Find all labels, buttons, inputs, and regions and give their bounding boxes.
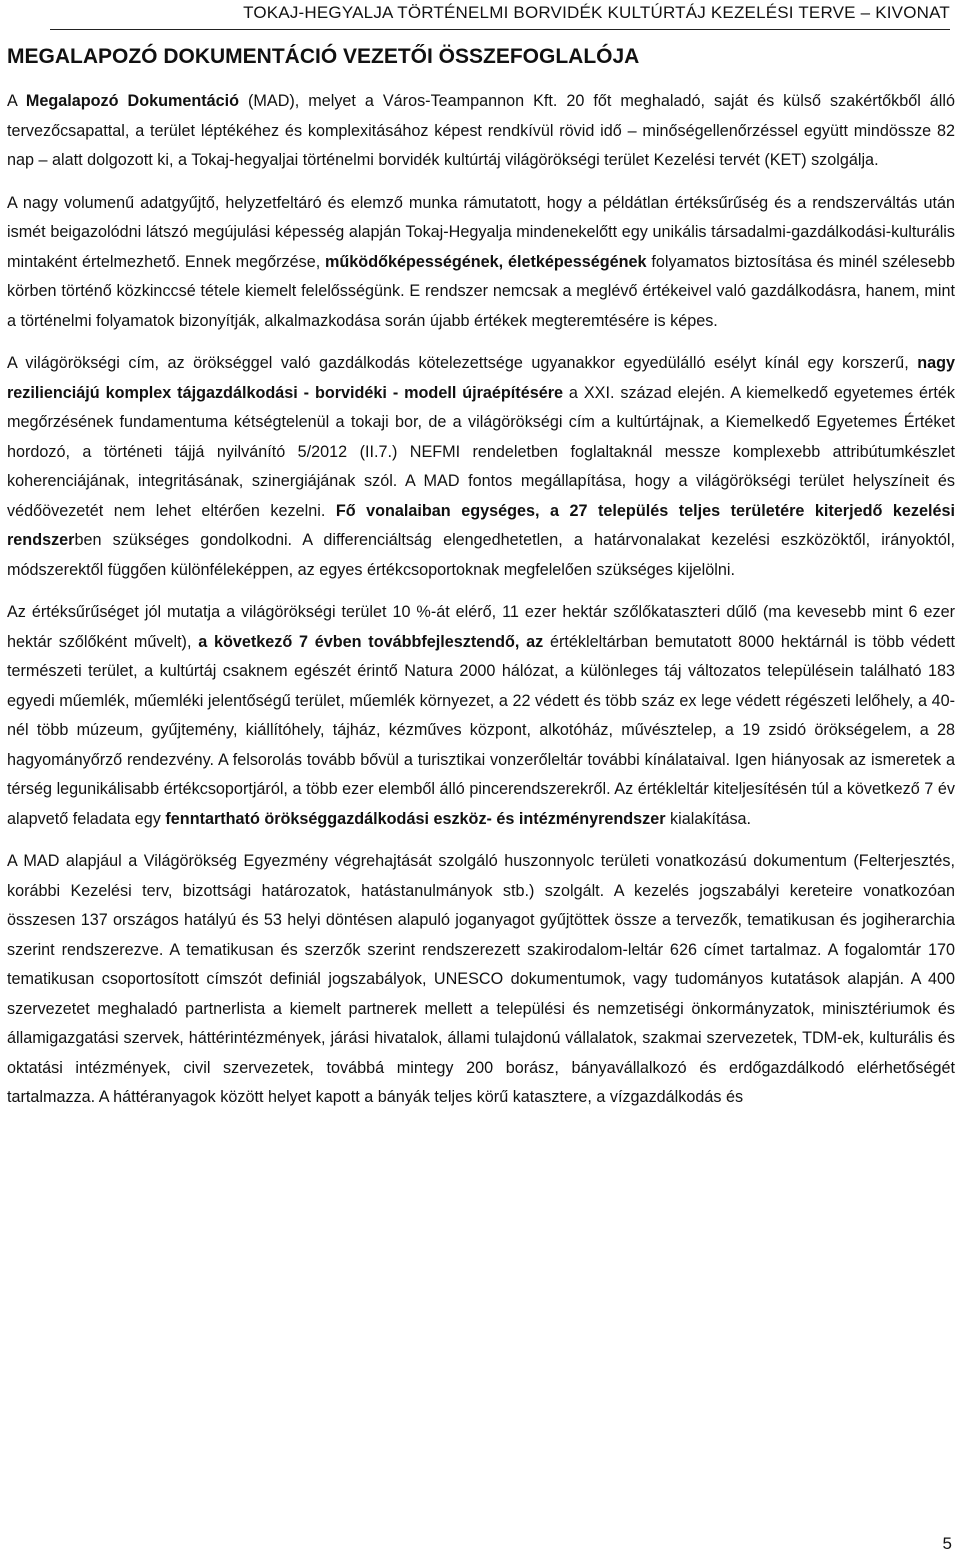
bold-text-run: Megalapozó Dokumentáció	[25, 92, 240, 110]
text-run: folyamatos biztosítása és minél szélesebb körben történő közkinccsé tétele kiemelt felelősségünk. E rendszer nemcsak a meglévő értékeivel való gazdálkodásra, hanem, mint a történelmi folyamatok bizonyítják, alkalmazkodása során újabb értékek megteremtésére is képes.	[7, 252, 955, 330]
running-header: TOKAJ-HEGYALJA TÖRTÉNELMI BORVIDÉK KULTÚRTÁJ KEZELÉSI TERVE – KIVONAT	[50, 3, 950, 30]
bold-text-run: működőképességének, életképességének	[325, 252, 647, 271]
bold-text-run: a következő 7 évben továbbfejlesztendő, az	[198, 632, 544, 651]
text-run: a XXI. század elején. A kiemelkedő egyetemes érték megőrzésének fundamentuma kétségtelenül a tokaji bor, de a világörökségi cím a kultúrtájnak, a Kiemelkedő Egyetemes Értéket hordozó, a történeti tájjá nyilvánító 5/2012 (II.7.) NEFMI rendeletben foglaltaknál messze komplexebb attribútumkészlet koherenciájának, integritásának, szinergiájának szól. A MAD fontos megállapítása, hogy a világörökségi terület helyszíneit és védőövezetét nem lehet eltérően kezelni.	[7, 383, 956, 520]
paragraph	[7, 349, 955, 585]
text-run: (MAD), melyet a Város-Teampannon Kft. 20 főt meghaladó, saját és külső szakértőkből álló tervezőcsapattal, a terület léptékéhez és komplexitásához képest rendkívül rövid idő – minőségellenőrzéssel együtt mindössze 82 nap – alatt dolgozott ki, a Tokaj-hegyaljai történelmi borvidék kultúrtáj világörökségi terület Kezelési tervét (KET) szolgálja.	[7, 92, 956, 169]
paragraph	[7, 87, 955, 176]
page-title: MEGALAPOZÓ DOKUMENTÁCIÓ VEZETŐI ÖSSZEFOGLALÓJA	[7, 45, 640, 68]
text-run: értékleltárban bemutatott 8000 hektárnál is több védett természeti terület, a kultúrtáj csaknem egészét érintő Natura 2000 hálózat, a különleges táj változatos településein található 183 egyedi műemlék, műemléki jelentőségű terület, műemlék környezet, a 22 védett és több száz ex lege védett régészeti lelőhely, a 40-nél több múzeum, gyűjtemény, kiállítóhely, tájház, kézműves központ, alkotóház, művésztelep, a 19 zsidó örökségelem, a 28 hagyományőrző rendezvény. A felsorolás tovább bővül a turisztikai vonzerőleltár további kínálataival. Igen hiányosak az ismeretek a térség legunikálisabb értékcsoportjáról, a több ezer elemből álló pincerendszerekről. Az értékleltár kiteljesítésén túl a következő 7 év alapvető feladata egy	[7, 632, 956, 828]
page-number: 5	[942, 1534, 952, 1553]
text-run: A nagy volumenű adatgyűjtő, helyzetfeltáró és elemző munka rámutatott, hogy a példátlan értéksűrűség és a rendszerváltás után ismét beigazolódni látszó megújulási képesség alapján Tokaj-Hegyalja mindenekelőtt egy unikális társadalmi-gazdálkodási-kulturális mintaként értelmezhető. Ennek megőrzése,	[7, 193, 955, 271]
text-run: Az értéksűrűséget jól mutatja a világörökségi terület 10 %-át elérő, 11 ezer hektár szőlőkataszteri dűlő (ma kevesebb mint 6 ezer hektár szőlőként művelt),	[7, 603, 955, 651]
paragraph	[7, 598, 955, 834]
bold-text-run: Fő vonalaiban egységes, a 27 település teljes területére kiterjedő kezelési rendszer	[7, 501, 955, 549]
paragraph	[7, 847, 955, 1113]
bold-text-run: nagy rezilienciájú komplex tájgazdálkodási - borvidéki - modell újraépítésére	[7, 354, 955, 402]
text-run: ben szükséges gondolkodni. A differenciáltság elengedhetetlen, a határvonalakat kezelési eszközöktől, irányoktól, módszerektől függően különféleképpen, az egyes értékcsoportoknak megfelelően szükséges kijelölni.	[7, 531, 955, 579]
text-run: kialakítása.	[665, 809, 752, 828]
bold-text-run: fenntartható örökséggazdálkodási eszköz- és intézményrendszer	[165, 809, 666, 828]
text-run: A MAD alapjául a Világörökség Egyezmény végrehajtását szolgáló huszonnyolc területi vonatkozású dokumentum (Felterjesztés, korábbi Kezelési terv, bizottsági határozatok, hatástanulmányok stb.) szolgált. A kezelés jogszabályi kereteire vonatkozóan összesen 137 országos hatályú és 53 helyi döntésen alapuló joganyagot gyűjtöttek össze a tervezők, tematikusan és jogiherarchia szerint rendszerezve. A tematikusan és szerzők szerint rendszerezett szakirodalom-leltár 626 címet tartalmaz. A fogalomtár 170 tematikusan csoportosított címszót definiál jogszabályok, UNESCO dokumentumok, vagy tudományos kutatások alapján. A 400 szervezetet meghaladó partnerlista a kiemelt partnerek mellett a települési és nemzetiségi önkormányzatok, minisztériumok és államigazgatási szervek, háttérintézmények, járási hivatalok, állami tulajdonú vállalatok, szakmai szervezetek, TDM-ek, kulturális és oktatási intézmények, civil szervezetek, továbbá mintegy 200 borász, bányavállalkozó és erdőgazdálkodó elérhetőségét tartalmazza. A háttéranyagok között helyet kapott a bányák teljes körű katasztere, a vízgazdálkodás és	[7, 852, 955, 1106]
paragraph	[7, 189, 955, 337]
text-run: A világörökségi cím, az örökséggel való gazdálkodás kötelezettsége ugyanakkor egyedülálló esélyt kínál egy korszerű,	[7, 354, 918, 372]
text-run: A	[7, 92, 26, 110]
body-text	[7, 87, 955, 1126]
